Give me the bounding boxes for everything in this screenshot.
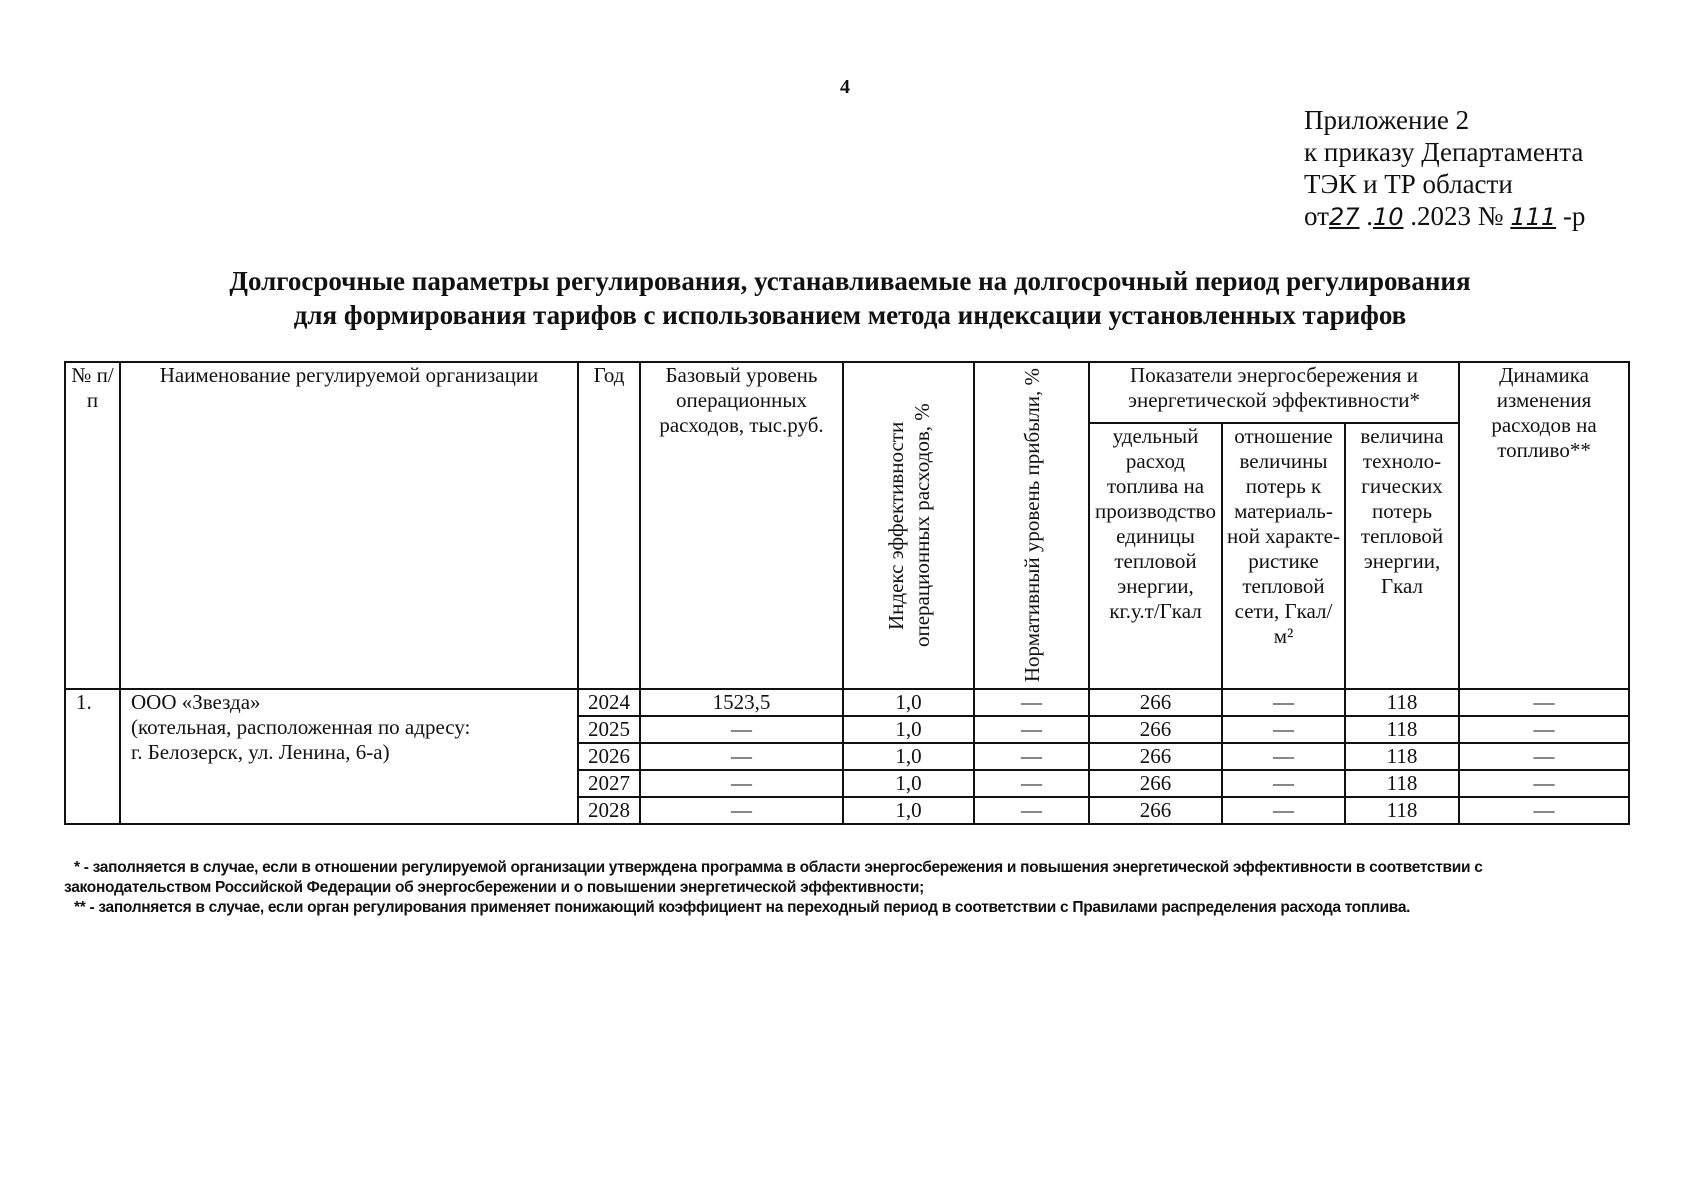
- cell-profit: —: [974, 689, 1089, 716]
- cell-dynamics: —: [1459, 689, 1629, 716]
- cell-base: —: [640, 797, 843, 824]
- org-name: [120, 689, 578, 824]
- cell-base: 1523,5: [640, 689, 843, 716]
- cell-index: 1,0: [843, 743, 974, 770]
- cell-losses: 118: [1345, 797, 1459, 824]
- cell-profit: —: [974, 770, 1089, 797]
- document-title: [120, 264, 1580, 332]
- header-tech-losses: величина техноло-гических потерь тепловой энергии, Гкал: [1345, 423, 1459, 689]
- cell-ratio: —: [1222, 716, 1345, 743]
- org-name-line-3: г. Белозерск, ул. Ленина, 6-а): [131, 740, 390, 764]
- header-base-level: Базовый уровень операционных расходов, тыс.руб.: [640, 362, 843, 689]
- handwritten-day: 27: [1328, 203, 1360, 231]
- cell-base: —: [640, 743, 843, 770]
- cell-ratio: —: [1222, 770, 1345, 797]
- header-efficiency-index: [843, 362, 974, 689]
- page-number: 4: [840, 76, 850, 98]
- cell-losses: 118: [1345, 716, 1459, 743]
- cell-base: —: [640, 716, 843, 743]
- cell-fuel: 266: [1089, 743, 1222, 770]
- footnotes: [64, 858, 1604, 918]
- header-year: Год: [578, 362, 640, 689]
- cell-fuel: 266: [1089, 689, 1222, 716]
- cell-year: 2028: [578, 797, 640, 824]
- date-year: .2023 №: [1410, 201, 1504, 231]
- cell-fuel: 266: [1089, 770, 1222, 797]
- cell-ratio: —: [1222, 797, 1345, 824]
- header-num: № п/п: [65, 362, 120, 689]
- org-name-line-1: ООО «Звезда»: [131, 690, 261, 714]
- appendix-date-line: от27 .10 .2023 № 111 -р: [1304, 201, 1586, 231]
- cell-profit: —: [974, 716, 1089, 743]
- title-line-1: Долгосрочные параметры регулирования, устанавливаемые на долгосрочный период регулирования: [229, 266, 1471, 296]
- header-specific-fuel: удельный расход топлива на производство единицы тепловой энергии, кг.у.т/Гкал: [1089, 423, 1222, 689]
- cell-year: 2024: [578, 689, 640, 716]
- org-name-line-2: (котельная, расположенная по адресу:: [131, 715, 471, 739]
- title-line-2: для формирования тарифов с использованием метода индексации установленных тарифов: [293, 300, 1407, 330]
- cell-losses: 118: [1345, 770, 1459, 797]
- header-loss-ratio: отношение величины потерь к материаль-ной характе-ристике тепловой сети, Гкал/м²: [1222, 423, 1345, 689]
- cell-profit: —: [974, 743, 1089, 770]
- handwritten-month: 10: [1373, 203, 1404, 231]
- cell-index: 1,0: [843, 797, 974, 824]
- appendix-line-2: к приказу Департамента: [1304, 137, 1584, 167]
- footnote-1: * - заполняется в случае, если в отношении регулируемой организации утверждена программа в области энергосбережения и повышения энергетической эффективности в соответствии с законодательством Российской Федерации об энергосбережении и о повышении энергетической эффективности;: [64, 859, 1483, 896]
- header-profit-level-text: Нормативный уровень прибыли, %: [1019, 368, 1044, 683]
- date-prefix: от: [1304, 201, 1329, 231]
- cell-fuel: 266: [1089, 716, 1222, 743]
- cell-dynamics: —: [1459, 743, 1629, 770]
- cell-dynamics: —: [1459, 770, 1629, 797]
- cell-dynamics: —: [1459, 716, 1629, 743]
- header-efficiency-index-text: Индекс эффективности операционных расходов, %: [883, 403, 934, 648]
- cell-ratio: —: [1222, 743, 1345, 770]
- cell-index: 1,0: [843, 689, 974, 716]
- cell-ratio: —: [1222, 689, 1345, 716]
- cell-year: 2025: [578, 716, 640, 743]
- footnote-2: ** - заполняется в случае, если орган регулирования применяет понижающий коэффициент на переходный период в соответствии с Правилами распределения расхода топлива.: [74, 899, 1411, 916]
- cell-year: 2027: [578, 770, 640, 797]
- header-row-1: [65, 362, 1629, 423]
- table-row: [65, 689, 1629, 716]
- header-org: Наименование регулируемой организации: [120, 362, 578, 689]
- appendix-line-3: ТЭК и ТР области: [1304, 169, 1513, 199]
- cell-index: 1,0: [843, 770, 974, 797]
- appendix-block: [1304, 104, 1585, 233]
- header-fuel-dynamics: Динамика изменения расходов на топливо**: [1459, 362, 1629, 689]
- cell-fuel: 266: [1089, 797, 1222, 824]
- header-profit-level: [974, 362, 1089, 689]
- cell-index: 1,0: [843, 716, 974, 743]
- appendix-line-1: Приложение 2: [1304, 105, 1470, 135]
- cell-year: 2026: [578, 743, 640, 770]
- handwritten-order-number: 111: [1510, 203, 1557, 231]
- cell-base: —: [640, 770, 843, 797]
- cell-losses: 118: [1345, 689, 1459, 716]
- cell-profit: —: [974, 797, 1089, 824]
- header-energy-group: Показатели энергосбережения и энергетической эффективности*: [1089, 362, 1459, 423]
- cell-dynamics: —: [1459, 797, 1629, 824]
- parameters-table: [64, 361, 1630, 825]
- org-number: 1.: [65, 689, 120, 824]
- order-suffix: -р: [1562, 201, 1586, 231]
- cell-losses: 118: [1345, 743, 1459, 770]
